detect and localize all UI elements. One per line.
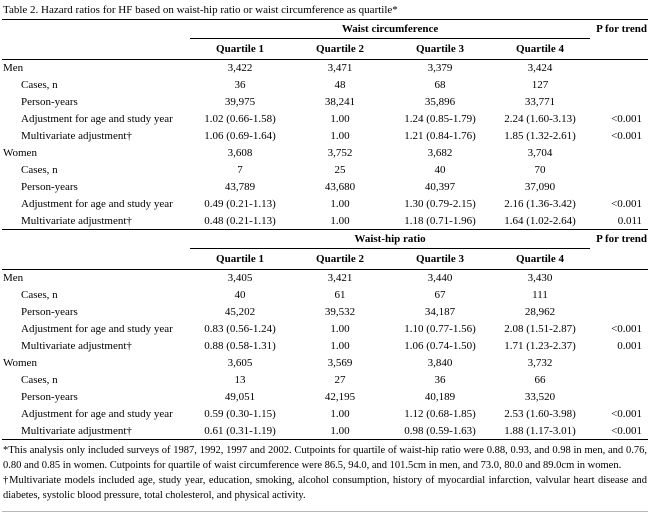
quartile-value: 3,682	[427, 147, 453, 159]
row-label: Men	[3, 272, 24, 285]
quartile-header: Quartile 1	[190, 39, 290, 60]
table-row	[2, 355, 648, 372]
quartile-value: 40,189	[424, 391, 456, 403]
p-for-trend-value	[590, 355, 648, 372]
quartile-value: 36	[234, 79, 246, 91]
row-label: Person-years	[21, 96, 78, 108]
quartile-value: 3,605	[227, 357, 253, 369]
quartile-header-row	[2, 249, 648, 270]
quartile-value: 67	[434, 289, 446, 301]
row-label: Adjustment for age and study year	[21, 408, 173, 420]
quartile-value: 0.83 (0.56-1.24)	[204, 323, 276, 335]
quartile-value: 33,771	[524, 96, 556, 108]
p-for-trend-value: 0.011	[617, 214, 643, 227]
section-header-row	[2, 20, 648, 39]
quartile-value: 3,440	[427, 272, 453, 285]
row-label: Adjustment for age and study year	[21, 198, 173, 210]
quartile-value: 38,241	[324, 96, 356, 108]
spacer-cell	[2, 39, 190, 60]
table-row	[2, 94, 648, 111]
quartile-value: 13	[234, 374, 246, 386]
row-label: Multivariate adjustment†	[21, 340, 132, 352]
table-row	[2, 77, 648, 94]
quartile-value: 1.88 (1.17-3.01)	[504, 424, 576, 437]
quartile-header: Quartile 2	[290, 39, 390, 60]
row-label: Women	[3, 147, 37, 159]
quartile-value: 0.98 (0.59-1.63)	[404, 424, 476, 437]
quartile-value: 3,405	[227, 272, 253, 285]
quartile-header: Quartile 3	[390, 39, 490, 60]
quartile-value: 1.85 (1.32-2.61)	[504, 130, 576, 142]
quartile-value: 39,975	[224, 96, 256, 108]
quartile-value: 40,397	[424, 181, 456, 193]
table-row	[2, 145, 648, 162]
row-label: Person-years	[21, 181, 78, 193]
quartile-value: 3,732	[527, 357, 553, 369]
table-row	[2, 372, 648, 389]
spacer-cell	[2, 249, 190, 270]
table-row	[2, 338, 648, 355]
quartile-value: 1.24 (0.85-1.79)	[404, 113, 476, 125]
p-for-trend-value: <0.001	[611, 113, 643, 125]
p-for-trend-value	[590, 94, 648, 111]
quartile-value: 49,051	[224, 391, 256, 403]
quartile-value: 1.00	[330, 214, 350, 227]
quartile-value: 0.48 (0.21-1.13)	[204, 214, 276, 227]
p-for-trend-value: <0.001	[611, 408, 643, 420]
p-for-trend-value	[590, 60, 648, 77]
quartile-header: Quartile 4	[490, 249, 590, 270]
quartile-header: Quartile 1	[190, 249, 290, 270]
table-row	[2, 270, 648, 287]
quartile-value: 3,430	[527, 272, 553, 285]
quartile-value: 3,840	[427, 357, 453, 369]
quartile-value: 1.10 (0.77-1.56)	[404, 323, 476, 335]
table-row	[2, 162, 648, 179]
p-for-trend-value: <0.001	[611, 323, 643, 335]
quartile-value: 1.30 (0.79-2.15)	[404, 198, 476, 210]
p-for-trend-header: P for trend	[590, 20, 648, 39]
section-waist-hip-ratio	[2, 230, 648, 440]
quartile-value: 3,608	[227, 147, 253, 159]
row-label: Men	[3, 62, 24, 75]
table-row	[2, 389, 648, 406]
p-for-trend-value	[590, 389, 648, 406]
quartile-value: 34,187	[424, 306, 456, 318]
hazard-ratio-table	[2, 19, 648, 440]
page-bottom-divider	[2, 511, 648, 512]
quartile-value: 1.00	[330, 323, 350, 335]
quartile-value: 33,520	[524, 391, 556, 403]
quartile-value: 2.16 (1.36-3.42)	[504, 198, 576, 210]
row-label: Women	[3, 357, 37, 369]
p-for-trend-value: <0.001	[611, 424, 643, 437]
p-for-trend-value: 0.001	[617, 340, 643, 352]
p-for-trend-header: P for trend	[590, 230, 648, 249]
quartile-value: 61	[334, 289, 346, 301]
table-row	[2, 60, 648, 77]
quartile-header-row	[2, 39, 648, 60]
spacer-cell	[590, 249, 648, 270]
quartile-value: 42,195	[324, 391, 356, 403]
p-for-trend-value	[590, 179, 648, 196]
spacer-cell	[2, 20, 190, 39]
table-row	[2, 287, 648, 304]
p-for-trend-value	[590, 145, 648, 162]
quartile-value: 68	[434, 79, 446, 91]
p-for-trend-value: <0.001	[611, 130, 643, 142]
quartile-value: 43,680	[324, 181, 356, 193]
quartile-value: 1.00	[330, 408, 350, 420]
quartile-value: 27	[334, 374, 346, 386]
p-for-trend-value	[590, 270, 648, 287]
quartile-value: 1.02 (0.66-1.58)	[204, 113, 276, 125]
quartile-value: 25	[334, 164, 346, 176]
section-waist-circumference	[2, 20, 648, 230]
spacer-cell	[2, 230, 190, 249]
quartile-value: 0.59 (0.30-1.15)	[204, 408, 276, 420]
row-label: Multivariate adjustment†	[21, 214, 132, 227]
quartile-value: 3,424	[527, 62, 553, 75]
quartile-value: 45,202	[224, 306, 256, 318]
quartile-value: 1.00	[330, 340, 350, 352]
quartile-value: 36	[434, 374, 446, 386]
table-row	[2, 196, 648, 213]
quartile-value: 1.71 (1.23-2.37)	[504, 340, 576, 352]
quartile-value: 7	[237, 164, 243, 176]
quartile-header: Quartile 2	[290, 249, 390, 270]
quartile-value: 70	[534, 164, 546, 176]
quartile-value: 1.21 (0.84-1.76)	[404, 130, 476, 142]
p-for-trend-value	[590, 287, 648, 304]
row-label: Multivariate adjustment†	[21, 424, 132, 437]
quartile-value: 1.00	[330, 424, 350, 437]
quartile-value: 1.00	[330, 130, 350, 142]
quartile-value: 1.06 (0.69-1.64)	[204, 130, 276, 142]
quartile-value: 1.06 (0.74-1.50)	[404, 340, 476, 352]
p-for-trend-value	[590, 77, 648, 94]
section-header: Waist-hip ratio	[190, 230, 590, 249]
quartile-value: 3,421	[327, 272, 353, 285]
table-row	[2, 128, 648, 145]
table-row	[2, 321, 648, 338]
quartile-value: 1.00	[330, 198, 350, 210]
quartile-value: 0.61 (0.31-1.19)	[204, 424, 276, 437]
quartile-value: 0.88 (0.58-1.31)	[204, 340, 276, 352]
p-for-trend-value	[590, 162, 648, 179]
quartile-value: 2.24 (1.60-3.13)	[504, 113, 576, 125]
row-label: Cases, n	[21, 289, 58, 301]
quartile-value: 39,532	[324, 306, 356, 318]
quartile-value: 2.08 (1.51-2.87)	[504, 323, 576, 335]
quartile-value: 3,471	[327, 62, 353, 75]
footnote-multivariate-models: †Multivariate models included age, study year, education, smoking, alcohol consumption, history of myocardial infarction, valvular heart disease and diabetes, systolic blood pressure, total cholesterol, and physical activity.	[3, 475, 647, 501]
quartile-value: 66	[534, 374, 546, 386]
section-header: Waist circumference	[190, 20, 590, 39]
section-header-row	[2, 230, 648, 249]
quartile-value: 2.53 (1.60-3.98)	[504, 408, 576, 420]
quartile-value: 3,752	[327, 147, 353, 159]
quartile-value: 40	[234, 289, 246, 301]
footnotes	[2, 440, 648, 503]
quartile-header: Quartile 4	[490, 39, 590, 60]
quartile-value: 3,379	[427, 62, 453, 75]
quartile-value: 40	[434, 164, 446, 176]
quartile-value: 0.49 (0.21-1.13)	[204, 198, 276, 210]
row-label: Cases, n	[21, 79, 58, 91]
quartile-value: 111	[532, 289, 548, 301]
row-label: Cases, n	[21, 374, 58, 386]
quartile-value: 3,704	[527, 147, 553, 159]
quartile-value: 48	[334, 79, 346, 91]
table-row	[2, 213, 648, 230]
quartile-value: 1.64 (1.02-2.64)	[504, 214, 576, 227]
p-for-trend-value: <0.001	[611, 198, 643, 210]
row-label: Cases, n	[21, 164, 58, 176]
table-row	[2, 111, 648, 128]
quartile-value: 127	[531, 79, 549, 91]
table-title: Table 2. Hazard ratios for HF based on waist-hip ratio or waist circumference as quartile*	[3, 4, 398, 16]
quartile-value: 3,422	[227, 62, 253, 75]
quartile-value: 1.12 (0.68-1.85)	[404, 408, 476, 420]
row-label: Adjustment for age and study year	[21, 323, 173, 335]
table-row	[2, 304, 648, 321]
table-row	[2, 423, 648, 440]
row-label: Person-years	[21, 391, 78, 403]
quartile-value: 1.18 (0.71-1.96)	[404, 214, 476, 227]
footnote-cutpoints: *This analysis only included surveys of 1987, 1992, 1997 and 2002. Cutpoints for quartile of waist-hip ratio were 0.88, 0.93, and 0.98 in men, and 0.76, 0.80 and 0.85 in women. Cutpoints for quartile of waist circumference were 86.5, 94.0, and 101.5cm in men, and 73.0, 80.0 and 89.0cm in women.	[3, 445, 647, 471]
quartile-value: 43,789	[224, 181, 256, 193]
row-label: Person-years	[21, 306, 78, 318]
quartile-value: 3,569	[327, 357, 353, 369]
quartile-header: Quartile 3	[390, 249, 490, 270]
row-label: Adjustment for age and study year	[21, 113, 173, 125]
table-row	[2, 406, 648, 423]
p-for-trend-value	[590, 304, 648, 321]
quartile-value: 28,962	[524, 306, 556, 318]
p-for-trend-value	[590, 372, 648, 389]
row-label: Multivariate adjustment†	[21, 130, 132, 142]
table-row	[2, 179, 648, 196]
quartile-value: 37,090	[524, 181, 556, 193]
quartile-value: 1.00	[330, 113, 350, 125]
quartile-value: 35,896	[424, 96, 456, 108]
spacer-cell	[590, 39, 648, 60]
